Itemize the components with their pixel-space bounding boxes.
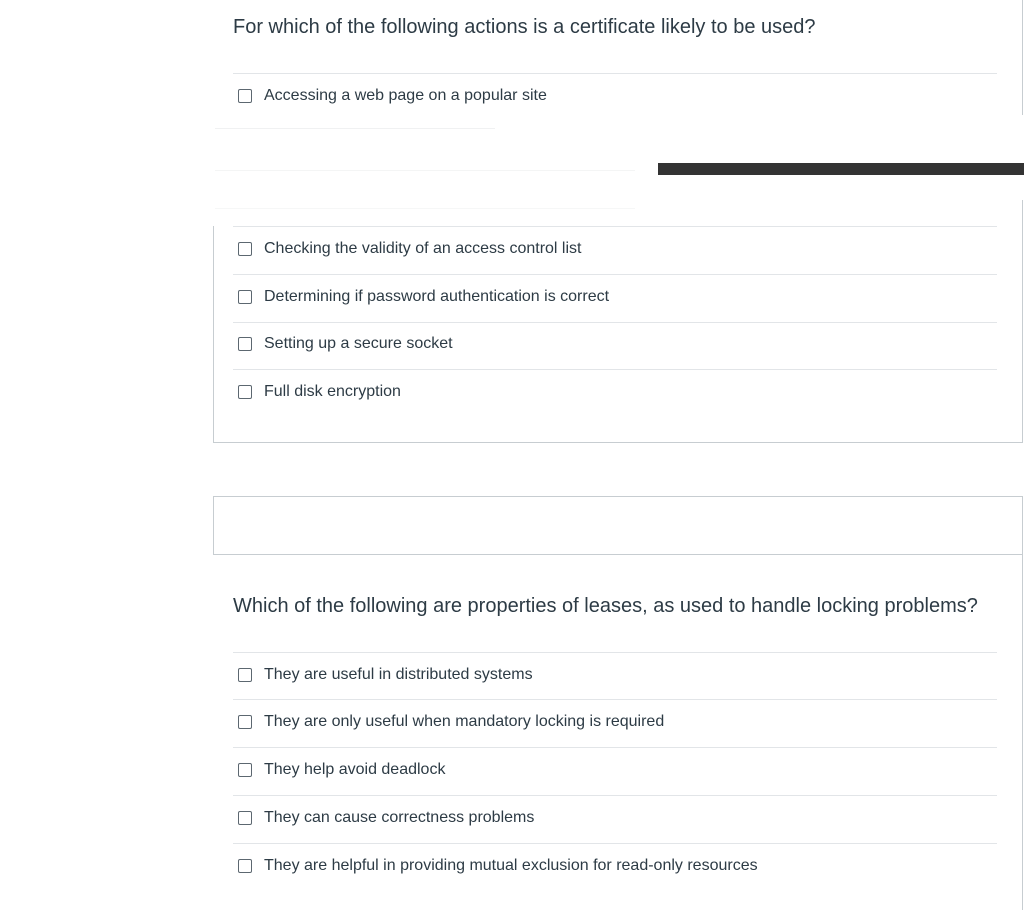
question1-panel-left-border: [213, 226, 214, 442]
faint-artifact: [215, 170, 635, 171]
question1-divider: [233, 369, 997, 370]
answer-label: They are useful in distributed systems: [264, 666, 533, 683]
question2-panel-top-border: [213, 496, 1023, 497]
answer-option[interactable]: [238, 239, 581, 259]
answer-label: They help avoid deadlock: [264, 761, 446, 778]
question1-panel-bottom-border: [213, 442, 1023, 443]
question1-panel-right-border: [1022, 0, 1023, 115]
answer-label: Determining if password authentication is correct: [264, 288, 610, 305]
answer-label: They are only useful when mandatory locking is required: [264, 713, 665, 730]
checkbox[interactable]: [238, 763, 252, 777]
answer-option[interactable]: [238, 86, 547, 106]
answer-option[interactable]: [238, 760, 445, 780]
checkbox[interactable]: [238, 811, 252, 825]
question2-panel-left-border: [213, 496, 214, 554]
question2-divider: [233, 795, 997, 796]
answer-option[interactable]: [238, 334, 453, 354]
checkbox[interactable]: [238, 337, 252, 351]
question2-divider: [233, 699, 997, 700]
answer-label: They can cause correctness problems: [264, 809, 535, 826]
answer-option[interactable]: [238, 712, 664, 732]
answer-label: Setting up a secure socket: [264, 335, 453, 352]
answer-option[interactable]: [238, 287, 609, 307]
question2-divider: [233, 652, 997, 653]
question2-panel-right-border: [1022, 496, 1023, 910]
checkbox[interactable]: [238, 242, 252, 256]
answer-option[interactable]: [238, 808, 534, 828]
question1-divider: [233, 73, 997, 74]
question2-divider: [233, 747, 997, 748]
question1-divider: [233, 322, 997, 323]
checkbox[interactable]: [238, 859, 252, 873]
checkbox[interactable]: [238, 385, 252, 399]
question2-header-bottom-border: [213, 554, 1023, 555]
answer-label: Full disk encryption: [264, 383, 401, 400]
faint-artifact: [215, 208, 635, 209]
question2-text: Which of the following are properties of leases, as used to handle locking problems?: [233, 595, 978, 617]
checkbox[interactable]: [238, 89, 252, 103]
overlay-bar: [658, 163, 1024, 175]
answer-option[interactable]: [238, 382, 401, 402]
answer-label: They are helpful in providing mutual exclusion for read-only resources: [264, 857, 758, 874]
question1-text: For which of the following actions is a certificate likely to be used?: [233, 16, 816, 38]
question2-divider: [233, 843, 997, 844]
faint-artifact: [215, 128, 495, 129]
question1-divider: [233, 274, 997, 275]
question1-panel-right-border-lower: [1022, 200, 1023, 442]
checkbox[interactable]: [238, 668, 252, 682]
answer-option[interactable]: [238, 665, 533, 685]
answer-label: Accessing a web page on a popular site: [264, 87, 547, 104]
checkbox[interactable]: [238, 715, 252, 729]
question1-divider: [233, 226, 997, 227]
answer-label: Checking the validity of an access control list: [264, 240, 582, 257]
checkbox[interactable]: [238, 290, 252, 304]
answer-option[interactable]: [238, 856, 758, 876]
